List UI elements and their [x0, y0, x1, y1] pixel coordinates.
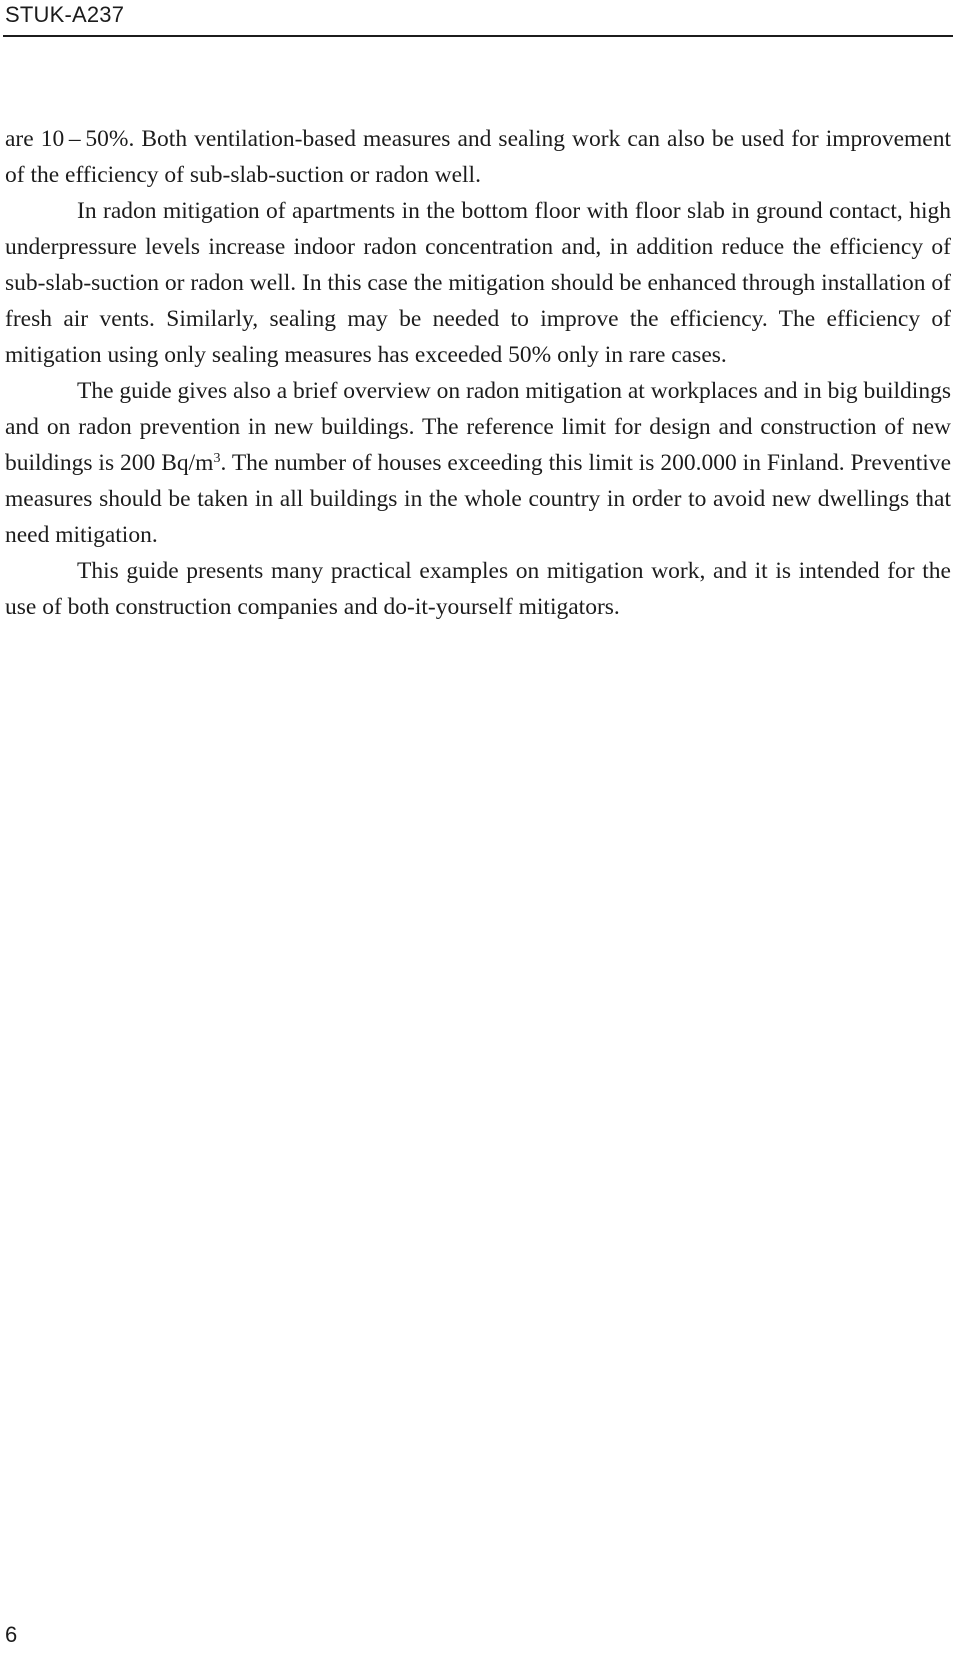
paragraph-examples: This guide presents many practical examples on mitigation work, and it is intended for the use of both construction companies and do-it-yourself mitigators. — [5, 558, 951, 620]
paragraph-continuation: are 10 – 50%. Both ventilation-based measures and sealing work can also be used for improvement of the efficiency of sub-slab-suction or radon well. — [5, 126, 951, 188]
running-header: STUK-A237 — [5, 2, 125, 27]
paragraph-workplaces-text: The guide gives also a brief overview on radon mitigation at workplaces and in big buildings and on radon prevention in new buildings. The reference limit for design and construction of new buildings is 200 Bq/m — [5, 378, 951, 476]
paragraph-apartments: In radon mitigation of apartments in the bottom floor with floor slab in ground contact, high underpressure levels increase indoor radon concentration and, in addition reduce the efficiency of sub-slab-suction or radon well. In this case the mitigation should be enhanced through installation of fresh air vents. Similarly, sealing may be needed to improve the efficiency. The efficiency of mitigation using only sealing measures has exceeded 50% only in rare cases. — [5, 198, 951, 368]
paragraph-workplaces — [5, 373, 951, 553]
body-text — [5, 121, 951, 625]
header-rule — [3, 35, 953, 37]
superscript-exponent: 3 — [213, 451, 221, 466]
paragraph-workplaces-text-rest: . The number of houses exceeding this limit is 200.000 in Finland. Preventive measures should be taken in all buildings in the whole country in order to avoid new dwellings that need mitigation. — [5, 450, 951, 548]
page-number: 6 — [5, 1622, 18, 1647]
